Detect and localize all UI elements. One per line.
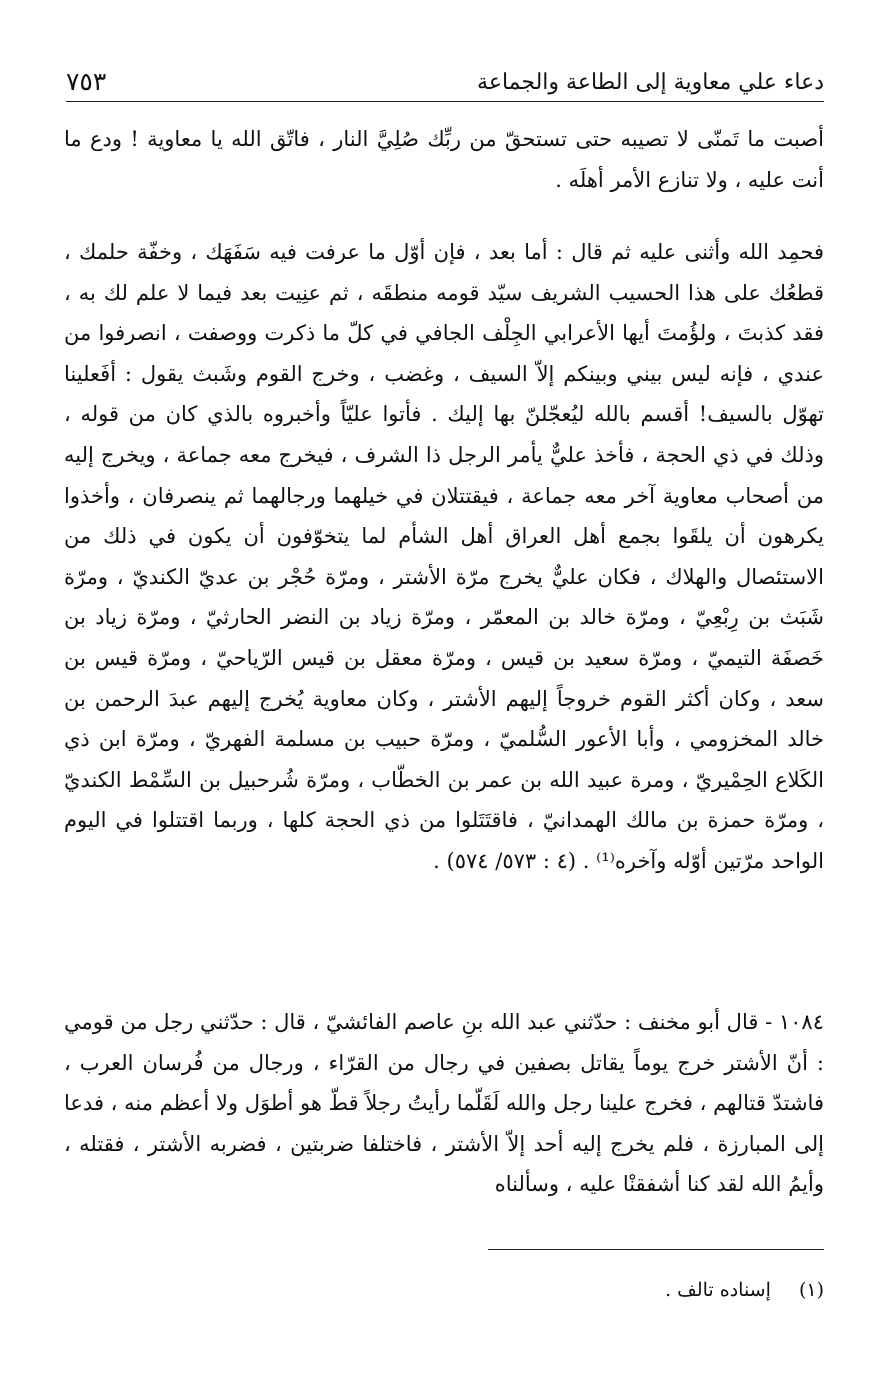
- page-header: [66, 60, 824, 94]
- footnote-divider: [488, 1249, 824, 1250]
- footnote-text: إسناده تالف .: [665, 1279, 771, 1301]
- paragraph-main: فحمِد الله وأثنى عليه ثم قال : أما بعد ، فإن أوّل ما عرفت فيه سَفَهَك ، وخفّة حلمك ، قطعُك على هذا الحسيب الشريف سيّد قومه منطقَه ، ثم عنِيت بعد فيما لا علم لك به ، فقد كذبتَ ، ولؤُمتَ أيها الأعرابي الجِلْف الجافي في كلّ ما ذكرت ووصفت ، انصرفوا من عندي ، فإنه ليس بيني وبينكم إلاّ السيف ، وغضب ، وخرج القوم وشَبث يقول : أفَعلينا تهوّل بالسيف! أقسم بالله ليُعجّلنّ بها إليك . فأتوا عليّاً وأخبروه بالذي كان من قوله ، وذلك في ذي الحجة ، فأخذ عليٌّ يأمر الرجل ذا الشرف ، فيخرج معه جماعة ، ويخرج إليه من أصحاب معاوية آخر معه جماعة ، فيقتتلان في خيلهما ورجالهما ثم ينصرفان ، وأخذوا يكرهون أن يلقَوا بجمع أهل العراق أهل الشأم لما يتخوّفون أن يكون في ذلك من الاستئصال والهلاك ، فكان عليٌّ يخرج مرّة الأشتر ، ومرّة حُجْر بن عديّ الكنديّ ، ومرّة شَبَث بن رِبْعِيّ ، ومرّة خالد بن المعمّر ، ومرّة زياد بن النضر الحارثيّ ، ومرّة زياد بن خَصفَة التيميّ ، ومرّة سعيد بن قيس ، ومرّة معقل بن قيس الرّياحيّ ، ومرّة قيس بن سعد ، وكان أكثر القوم خروجاً إليهم الأشتر ، وكان معاوية يُخرج إليهم عبدَ الرحمن بن خالد المخزومي ، وأبا الأعور السُّلميّ ، ومرّة حبيب بن مسلمة الفهريّ ، ومرّة ابن ذي الكَلاع الحِمْيريّ ، ومرة عبيد الله بن عمر بن الخطّاب ، ومرّة شُرحبيل بن السِّمْط الكنديّ ، ومرّة حمزة بن مالك الهمدانيّ ، فاقتَتَلوا من ذي الحجة كلها ، وربما اقتتلوا في اليوم الواحد مرّتين أوّله وآخره⁽¹⁾ . (٤ : ٥٧٣/ ٥٧٤) .: [64, 240, 824, 873]
- page-number: ٧٥٣: [66, 67, 107, 96]
- footnote: [66, 1279, 824, 1301]
- paragraph-continuation: أصبت ما تَمنّى لا تصيبه حتى تستحقّ من ربِّك صُلِيَّ النار ، فاتّق الله يا معاوية ! ودع ما أنت عليه ، ولا تنازع الأمر أهلَه .: [64, 127, 824, 192]
- header-divider: [66, 101, 824, 102]
- paragraph-narration-1084: ١٠٨٤ - قال أبو مخنف : حدّثني عبد الله بنِ عاصم الفائشيّ ، قال : حدّثني رجل من قومي : أنّ الأشتر خرج يوماً يقاتل بصفين في رجال من القرّاء ، ورجال من فُرسان العرب ، فاشتدّ قتالهم ، فخرج علينا رجل والله لَقَلّما رأيتُ رجلاً قطّ هو أطوَل ولا أعظم منه ، فدعا إلى المبارزة ، فلم يخرج إليه أحد إلاّ الأشتر ، فاختلفا ضربتين ، فضربه الأشتر ، فقتله ، وأيمُ الله لقد كنا أشفقنْا عليه ، وسألناه: [64, 1010, 824, 1197]
- footnote-number: (١): [798, 1279, 824, 1301]
- running-title: دعاء علي معاوية إلى الطاعة والجماعة: [477, 70, 824, 95]
